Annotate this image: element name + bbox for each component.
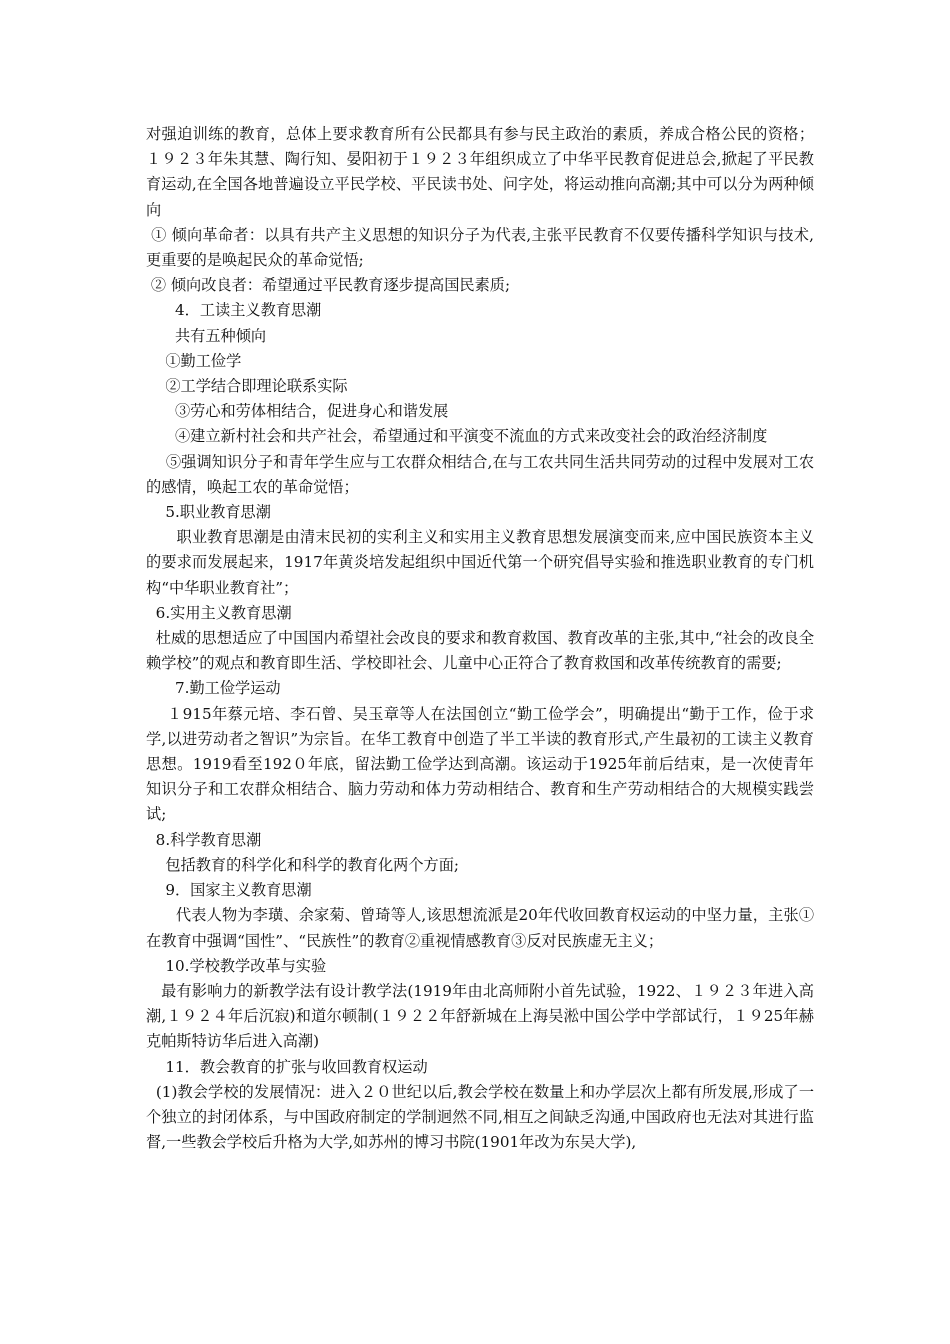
document-body: [146, 122, 814, 1155]
paragraph: 代表人物为李璜、余家菊、曾琦等人,该思想流派是20年代收回教育权运动的中坚力量，主张①在教育中强调“国性”、“民族性”的教育②重视情感教育③反对民族虚无主义；: [146, 906, 815, 950]
section-heading: 6.实用主义教育思潮: [146, 603, 292, 622]
section-heading: 4．工读主义教育思潮: [146, 301, 322, 320]
paragraph: 对强迫训练的教育，总体上要求教育所有公民都具有参与民主政治的素质，养成合格公民的资格；１９２３年朱其慧、陶行知、晏阳初于１９２３年组织成立了中华平民教育促进总会,掀起了平民教育运动,在全国各地普遍设立平民学校、平民读书处、问字处，将运动推向高潮;其中可以分为两种倾向: [146, 125, 814, 219]
paragraph: 最有影响力的新教学法有设计教学法(1919年由北高师附小首先试验，1922、１９２３年进入高潮,１９２４年后沉寂)和道尔顿制(１９２２年舒新城在上海吴淞中国公学中学部试行，１９25年赫克帕斯特访华后进入高潮): [146, 981, 814, 1051]
list-item: ③劳心和劳体相结合，促进身心和谐发展: [146, 402, 449, 421]
paragraph: 职业教育思潮是由清末民初的实利主义和实用主义教育思想发展演变而来,应中国民族资本主义的要求而发展起来，1917年黄炎培发起组织中国近代第一个研究倡导实验和推选职业教育的专门机构“中华职业教育社”；: [146, 528, 814, 597]
paragraph: 共有五种倾向: [146, 326, 267, 345]
paragraph: ① 倾向革命者：以具有共产主义思想的知识分子为代表,主张平民教育不仅要传播科学知识与技术,更重要的是唤起民众的革命觉悟;: [146, 225, 815, 270]
section-heading: 10.学校教学改革与实验: [146, 956, 327, 975]
list-item: ⑤强调知识分子和青年学生应与工农群众相结合,在与工农共同生活共同劳动的过程中发展对工农的感情，唤起工农的革命觉悟；: [146, 452, 815, 496]
paragraph: １915年蔡元培、李石曾、吴玉章等人在法国创立“勤工俭学会”，明确提出“勤于工作，俭于求学,以进劳动者之智识”为宗旨。在华工教育中创造了半工半读的教育形式,产生最初的工读主义教育思想。1919看至192０年底，留法勤工俭学达到高潮。该运动于1925年前后结束，是一次使青年知识分子和工农群众相结合、脑力劳动和体力劳动相结合、教育和生产劳动相结合的大规模实践尝试;: [146, 704, 815, 824]
paragraph: ② 倾向改良者：希望通过平民教育逐步提高国民素质;: [146, 276, 511, 295]
list-item: ②工学结合即理论联系实际: [146, 377, 348, 396]
section-heading: 9．国家主义教育思潮: [146, 881, 312, 900]
paragraph: 杜威的思想适应了中国国内希望社会改良的要求和教育救国、教育改革的主张,其中,“社会的改良全赖学校”的观点和教育即生活、学校即社会、儿童中心正符合了教育救国和改革传统教育的需要;: [146, 629, 815, 673]
section-heading: 7.勤工俭学运动: [146, 679, 281, 698]
list-item: ④建立新村社会和共产社会，希望通过和平演变不流血的方式来改变社会的政治经济制度: [146, 427, 768, 446]
section-heading: 5.职业教育思潮: [146, 503, 271, 522]
section-heading: 8.科学教育思潮: [146, 830, 262, 849]
paragraph: 包括教育的科学化和科学的教育化两个方面;: [146, 855, 459, 874]
list-item: ①勤工俭学: [146, 351, 242, 370]
paragraph: (1)教会学校的发展情况：进入２０世纪以后,教会学校在数量上和办学层次上都有所发展,形成了一个独立的封闭体系，与中国政府制定的学制迥然不同,相互之间缺乏沟通,中国政府也无法对其进行监督,一些教会学校后升格为大学,如苏州的博习书院(1901年改为东吴大学),: [146, 1082, 815, 1152]
section-heading: 11．教会教育的扩张与收回教育权运动: [146, 1057, 428, 1076]
